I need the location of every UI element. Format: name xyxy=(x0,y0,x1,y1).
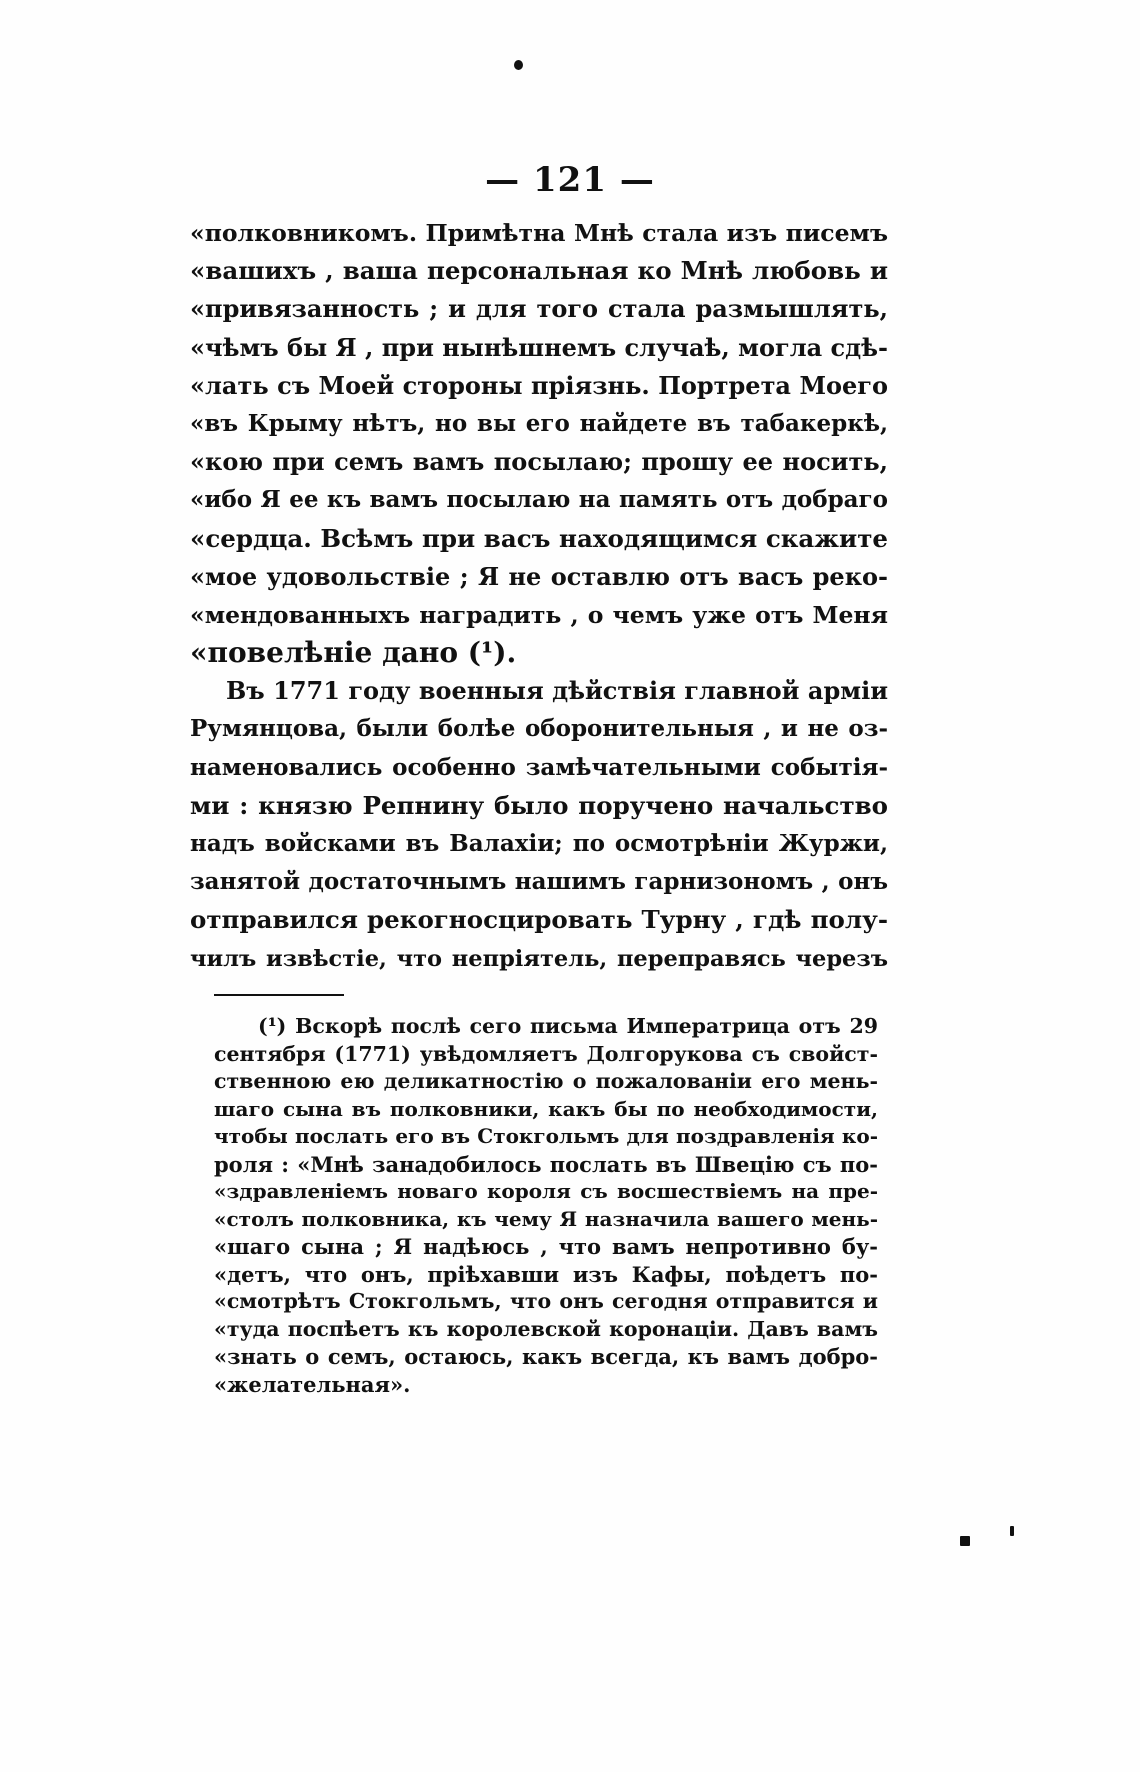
text-line: «чѣмъ бы Я , при нынѣшнемъ случаѣ, могла сдѣ- xyxy=(190,332,888,362)
text-line: «привязанность ; и для того стала размышлять, xyxy=(190,294,888,324)
text-line: «кою при семъ вамъ посылаю; прошу ее носить, xyxy=(190,447,888,477)
footnote-line: ственною ею деликатностію о пожалованіи его мень- xyxy=(214,1069,878,1093)
text-line: отправился рекогносцировать Турну , гдѣ полу- xyxy=(190,905,888,935)
text-line: наменовались особенно замѣчательными событія- xyxy=(190,753,888,781)
footnote-line: «смотрѣтъ Стокгольмъ, что онъ сегодня отправится и xyxy=(214,1289,878,1313)
text-line: «въ Крыму нѣтъ, но вы его найдете въ табакеркѣ, xyxy=(190,409,888,437)
text-line: «мое удовольствіе ; Я не оставлю отъ васъ реко- xyxy=(190,561,888,591)
text-line: ми : князю Репнину было поручено начальство xyxy=(190,790,888,820)
text-line: чилъ извѣстіе, что непріятель, переправясь черезъ xyxy=(190,945,888,972)
text-line: занятой достаточнымъ нашимъ гарнизономъ , онъ xyxy=(190,868,888,896)
footnote-line: (¹) Вскорѣ послѣ сего письма Императрица отъ 29 xyxy=(258,1014,878,1038)
footnote-line: «знать о семъ, остаюсь, какъ всегда, къ вамъ добро- xyxy=(214,1344,878,1369)
text-line: надъ войсками въ Валахіи; по осмотрѣніи Журжи, xyxy=(190,830,888,857)
text-line: «ибо Я ее къ вамъ посылаю на память отъ добраго xyxy=(190,486,888,514)
footnote xyxy=(214,1013,878,1398)
text-line: «полковникомъ. Примѣтна Мнѣ стала изъ писемъ xyxy=(190,219,888,247)
footnote-line: «желательная». xyxy=(214,1371,411,1397)
text-line: Румянцова, были болѣе оборонительныя , и не оз- xyxy=(190,715,888,743)
paragraph-start-line: Въ 1771 году военныя дѣйствія главной арміи xyxy=(226,676,888,706)
text-line: «мендованныхъ наградить , о чемъ уже отъ Меня xyxy=(190,600,888,629)
footnote-line: «столъ полковника, къ чему Я назначила вашего мень- xyxy=(214,1206,878,1231)
footnote-line: «туда поспѣетъ къ королевской коронаціи. Давъ вамъ xyxy=(214,1316,878,1341)
footnote-divider xyxy=(214,994,344,996)
main-text xyxy=(190,214,888,978)
page-number: — 121 — xyxy=(485,160,655,200)
text-line: «повелѣніе дано (¹). xyxy=(190,636,517,670)
footnote-line: «детъ, что онъ, пріѣхавши изъ Кафы, поѣдетъ по- xyxy=(214,1261,878,1287)
ink-speck xyxy=(514,60,523,70)
ink-speck xyxy=(1010,1526,1014,1536)
text-line: «сердца. Всѣмъ при васъ находящимся скажите xyxy=(190,523,888,553)
footnote-line: «шаго сына ; Я надѣюсь , что вамъ непротивно бу- xyxy=(214,1234,878,1259)
text-line: «вашихъ , ваша персональная ко Мнѣ любовь и xyxy=(190,256,888,286)
footnote-line: «здравленіемъ новаго короля съ восшествіемъ на пре- xyxy=(214,1179,878,1203)
footnote-line: чтобы послать его въ Стокгольмъ для поздравленія ко- xyxy=(214,1124,878,1148)
footnote-line: роля : «Мнѣ занадобилось послать въ Швецію съ по- xyxy=(214,1151,878,1177)
ink-speck xyxy=(960,1536,970,1546)
text-line: «лать съ Моей стороны пріязнь. Портрета Моего xyxy=(190,370,888,400)
footnote-line: шаго сына въ полковники, какъ бы по необходимости, xyxy=(214,1096,878,1121)
footnote-line: сентября (1771) увѣдомляетъ Долгорукова съ свойст- xyxy=(214,1041,878,1066)
